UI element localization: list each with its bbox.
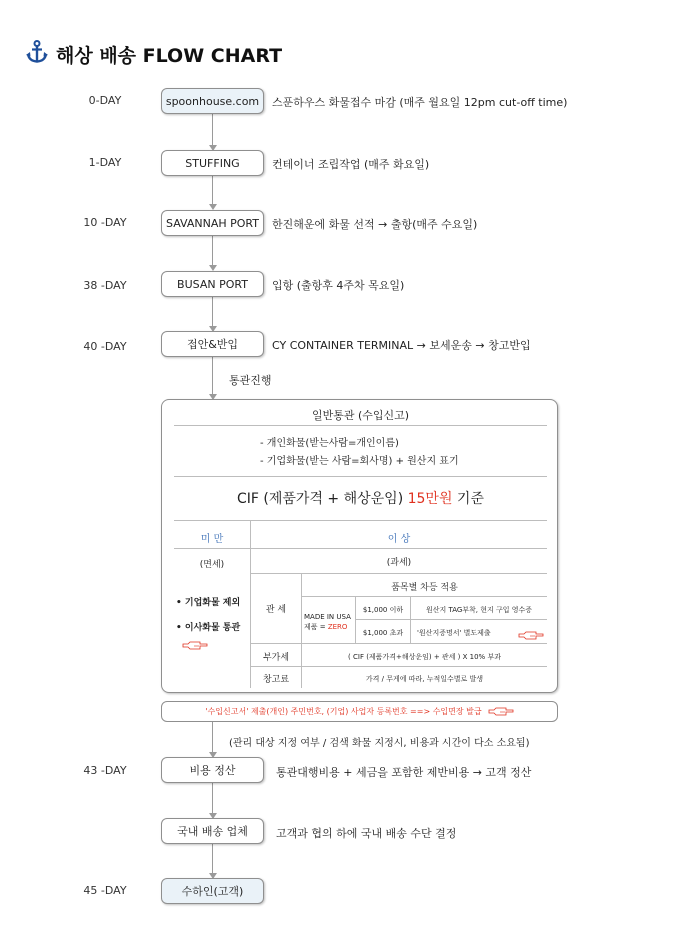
step-description: 스푼하우스 화물접수 마감 (매주 월요일 12pm cut-off time) xyxy=(272,96,568,109)
under-1000: $1,000 이하 xyxy=(362,606,404,614)
bullet-text: 기업화물 제외 xyxy=(184,598,241,608)
remark-text: (관리 대상 지정 여부 / 검색 화물 지정시, 비용과 시간이 다소 소요됨) xyxy=(229,738,530,749)
connector xyxy=(212,356,213,398)
made-in-usa-cell xyxy=(304,612,351,632)
day-label: 45 -DAY xyxy=(83,884,127,897)
divider xyxy=(356,619,547,620)
step-description: CY CONTAINER TERMINAL → 보세운송 → 창고반입 xyxy=(272,339,531,352)
day-label: 1-DAY xyxy=(88,156,122,169)
made-in-usa: MADE IN USA xyxy=(304,613,351,621)
divider xyxy=(251,573,547,574)
column-over: 이 상 xyxy=(387,534,411,545)
day-label: 43 -DAY xyxy=(83,764,127,777)
divider xyxy=(174,476,547,477)
connector xyxy=(212,235,213,268)
divider xyxy=(174,520,547,521)
flow-step-box: STUFFING xyxy=(161,150,264,176)
customs-panel xyxy=(161,399,558,693)
zero-value: ZERO xyxy=(327,623,348,631)
connector xyxy=(212,783,213,816)
flow-step-box: 비용 정산 xyxy=(161,757,264,783)
step-description: 통관대행비용 + 세금을 포함한 제반비용 → 고객 정산 xyxy=(276,766,532,779)
divider xyxy=(251,643,547,644)
cif-criteria xyxy=(162,488,559,508)
step-description: 컨테이너 조립작업 (매주 화요일) xyxy=(272,158,430,171)
step-description: 한진해운에 화물 선적 → 출항(매주 수요일) xyxy=(272,218,478,231)
day-label: 0-DAY xyxy=(88,94,122,107)
flow-step-box: 접안&반입 xyxy=(161,331,264,357)
flow-step-box: 국내 배송 업체 xyxy=(161,818,264,844)
step-description: 고객과 협의 하에 국내 배송 수단 결정 xyxy=(276,827,457,840)
connector xyxy=(212,296,213,329)
column-under: 미 만 xyxy=(200,534,224,545)
connector xyxy=(212,175,213,207)
flow-step-box: SAVANNAH PORT xyxy=(161,210,264,236)
duty-header: 품목별 차등 적용 xyxy=(391,583,458,593)
divider xyxy=(251,666,547,667)
flow-step-box: 수하인(고객) xyxy=(161,878,264,904)
divider xyxy=(174,548,547,549)
panel-line: - 기업화물(받는 사람=회사명) + 원산지 표기 xyxy=(260,456,459,467)
storage-label: 창고료 xyxy=(262,675,290,685)
panel-line: - 개인화물(받는사람=개인이름) xyxy=(260,438,399,449)
connector xyxy=(212,722,213,755)
taxable-label: (과세) xyxy=(386,558,412,568)
over-1000-note: '원산지증명서' 별도제출 xyxy=(417,629,491,637)
storage-desc: 가격 / 무게에 따라, 누적일수별로 발생 xyxy=(365,675,484,683)
vat-label: 부가세 xyxy=(262,653,290,663)
panel-header: 일반통관 (수입신고) xyxy=(311,409,410,422)
tax-free-label: (면세) xyxy=(199,560,225,570)
cif-prefix: CIF (제품가격 + 해상운임) xyxy=(237,491,408,507)
pointing-hand-icon xyxy=(488,702,514,721)
day-label: 10 -DAY xyxy=(83,216,127,229)
divider xyxy=(174,425,547,426)
import-declaration-note xyxy=(161,701,558,722)
bullet-text: 이사화물 통관 xyxy=(184,623,241,633)
day-label: 40 -DAY xyxy=(83,340,127,353)
over-1000: $1,000 초과 xyxy=(362,629,404,637)
day-label: 38 -DAY xyxy=(83,279,127,292)
pointing-hand-icon xyxy=(182,636,208,655)
cif-suffix: 기준 xyxy=(452,491,484,507)
anchor-icon xyxy=(26,40,48,68)
flow-step-box: BUSAN PORT xyxy=(161,271,264,297)
zero-duty xyxy=(304,622,351,632)
flow-step-box: spoonhouse.com xyxy=(161,88,264,114)
note-text: '수입신고서' 제출(개인) 주민번호, (기업) 사업자 등록번호 ==> 수입면장 발급 xyxy=(205,707,482,716)
bullet-item: • 기업화물 제외 xyxy=(176,598,241,608)
duty-label: 관 세 xyxy=(265,605,287,615)
connector xyxy=(212,844,213,876)
divider xyxy=(302,596,547,597)
connector xyxy=(212,113,213,147)
zero-prefix: 제품 = xyxy=(304,623,328,631)
step-description: 입항 (출항후 4주차 목요일) xyxy=(272,279,405,292)
under-1000-note: 원산지 TAG부착, 현지 구입 영수증 xyxy=(425,606,533,614)
page-title-group xyxy=(26,40,282,68)
vat-formula: ( CIF (제품가격+해상운임) + 관세 ) X 10% 부과 xyxy=(348,653,501,661)
page-title: 해상 배송 FLOW CHART xyxy=(56,44,283,67)
cif-amount: 15만원 xyxy=(407,491,453,507)
customs-label: 통관진행 xyxy=(229,374,272,387)
bullet-item: • 이사화물 통관 xyxy=(176,623,241,633)
